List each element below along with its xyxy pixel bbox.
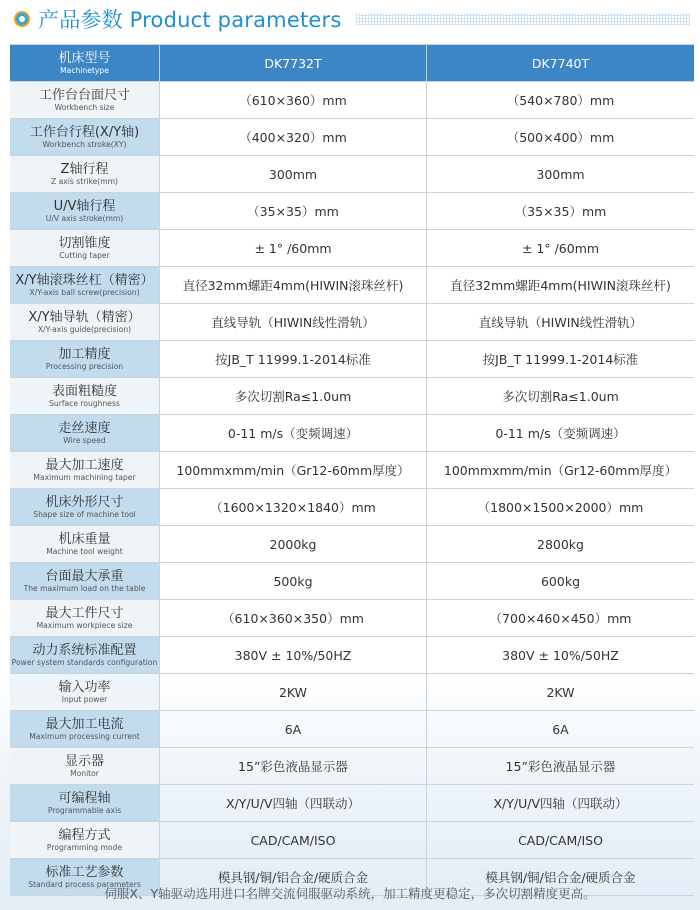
table-row — [10, 526, 694, 563]
row-label-cell — [10, 600, 160, 636]
row-label-cell — [10, 156, 160, 192]
table-row — [10, 304, 694, 341]
header-model-2: DK7740T — [427, 45, 694, 81]
table-header-row — [10, 45, 694, 82]
row-label-cn: 输入功率 — [58, 679, 111, 695]
row-label-cell — [10, 82, 160, 118]
row-label-cn: 动力系统标准配置 — [32, 642, 137, 658]
row-value-dk7732t: 2KW — [160, 674, 427, 710]
row-value-dk7732t: ± 1° /60mm — [160, 230, 427, 266]
table-row — [10, 230, 694, 267]
row-label-cn: 最大加工速度 — [45, 457, 124, 473]
row-label-en: Wire speed — [63, 435, 106, 445]
row-label-cell — [10, 489, 160, 525]
section-header — [10, 4, 690, 34]
row-value-dk7740t: 按JB_T 11999.1-2014标准 — [482, 352, 639, 367]
table-row — [10, 119, 694, 156]
row-label-cn: Z轴行程 — [60, 161, 109, 177]
row-value-dk7732t: 500kg — [160, 563, 427, 599]
row-label-cn: 走丝速度 — [58, 420, 111, 436]
row-value-dk7740t: 100mmxmm/min（Gr12-60mm厚度） — [443, 463, 678, 478]
row-label-en: X/Y-axis ball screw(precision) — [29, 287, 140, 297]
header-label-cn: 机床型号 — [58, 50, 111, 66]
table-row — [10, 267, 694, 304]
header-model-1: DK7732T — [160, 45, 427, 81]
row-label-en: Z axis strike(mm) — [51, 176, 118, 186]
row-value-dk7732t: （400×320）mm — [160, 119, 427, 155]
row-label-cell — [10, 341, 160, 377]
row-value-dk7732t: 直径32mm螺距4mm(HIWIN滚珠丝杆) — [160, 267, 427, 303]
row-label-cell — [10, 230, 160, 266]
row-value-dk7732t: 15”彩色液晶显示器 — [160, 748, 427, 784]
row-label-en: Power system standards configuration — [11, 657, 158, 667]
row-label-cell — [10, 452, 160, 488]
row-value-dk7732t: 0-11 m/s（变频调速） — [160, 415, 427, 451]
row-label-cell — [10, 563, 160, 599]
row-label-en: Workbench size — [54, 102, 115, 112]
row-value-dk7732t: 按JB_T 11999.1-2014标准 — [160, 341, 427, 377]
row-value-dk7732t: 300mm — [160, 156, 427, 192]
row-label-en: Input power — [61, 694, 108, 704]
row-value-dk7740t: 2KW — [546, 684, 575, 700]
page-title: 产品参数 Product parameters — [38, 8, 342, 32]
header-dot-pattern — [356, 13, 691, 25]
row-label-cell — [10, 526, 160, 562]
row-label-cn: X/Y轴滚珠丝杠（精密） — [15, 272, 154, 288]
row-label-cn: 最大工件尺寸 — [45, 605, 124, 621]
row-label-en: X/Y-axis guide(precision) — [37, 324, 132, 334]
row-label-cell — [10, 193, 160, 229]
row-label-en: Standard process parameters — [28, 879, 141, 889]
table-row — [10, 563, 694, 600]
row-label-cn: U/V轴行程 — [53, 198, 116, 214]
table-row — [10, 674, 694, 711]
table-row — [10, 378, 694, 415]
row-label-cn: 切割锥度 — [58, 235, 111, 251]
row-label-cn: 可编程轴 — [58, 790, 111, 806]
row-label-en: The maximum load on the table — [23, 583, 146, 593]
row-label-en: U/V axis stroke(mm) — [45, 213, 124, 223]
row-value-dk7732t: 多次切割Ra≤1.0um — [160, 378, 427, 414]
row-label-cell — [10, 674, 160, 710]
row-label-cell — [10, 785, 160, 821]
row-value-dk7740t: 多次切割Ra≤1.0um — [502, 389, 619, 404]
row-label-cn: 表面粗糙度 — [51, 383, 117, 399]
row-value-dk7740t: ± 1° /60mm — [521, 240, 600, 256]
row-label-cn: 机床重量 — [58, 531, 111, 547]
row-value-dk7740t: （1800×1500×2000）mm — [477, 500, 644, 515]
row-label-en: Machine tool weight — [46, 546, 123, 556]
table-row — [10, 415, 694, 452]
row-value-dk7732t: （35×35）mm — [160, 193, 427, 229]
row-value-dk7740t: （500×400）mm — [506, 130, 615, 145]
table-row — [10, 822, 694, 859]
row-label-cn: 最大加工电流 — [45, 716, 124, 732]
row-value-dk7732t: 2000kg — [160, 526, 427, 562]
row-value-dk7740t: 380V ± 10%/50HZ — [502, 647, 619, 663]
row-value-dk7732t: X/Y/U/V四轴（四联动） — [160, 785, 427, 821]
table-row — [10, 711, 694, 748]
row-label-cell — [10, 415, 160, 451]
row-label-cell — [10, 822, 160, 858]
row-label-en: Programming mode — [46, 842, 123, 852]
row-value-dk7740t: 0-11 m/s（变频调速） — [495, 426, 626, 441]
row-label-cell — [10, 267, 160, 303]
parameters-table — [10, 44, 694, 896]
table-row — [10, 489, 694, 526]
row-value-dk7740t: （35×35）mm — [514, 204, 607, 219]
row-label-cell — [10, 378, 160, 414]
row-value-dk7732t: 模具钢/铜/铝合金/硬质合金 — [160, 859, 427, 895]
row-label-en: Processing precision — [45, 361, 124, 371]
row-label-cell — [10, 711, 160, 747]
row-label-cn: 工作台台面尺寸 — [38, 87, 130, 103]
row-label-en: Workbench stroke(XY) — [42, 139, 127, 149]
table-row — [10, 785, 694, 822]
row-value-dk7732t: （610×360×350）mm — [160, 600, 427, 636]
table-row — [10, 748, 694, 785]
row-label-en: Monitor — [70, 768, 99, 778]
row-label-en: Maximum processing current — [29, 731, 140, 741]
bullet-circle-icon — [14, 11, 30, 27]
row-label-en: Maximum workpiece size — [36, 620, 133, 630]
row-label-cn: 加工精度 — [58, 346, 111, 362]
row-label-en: Cutting taper — [59, 250, 110, 260]
row-value-dk7740t: 直径32mm螺距4mm(HIWIN滚珠丝杆) — [450, 278, 671, 293]
row-label-en: Shape size of machine tool — [33, 509, 136, 519]
row-label-cn: 台面最大承重 — [45, 568, 124, 584]
row-value-dk7740t: （540×780）mm — [506, 93, 615, 108]
row-label-cell — [10, 119, 160, 155]
row-value-dk7732t: 6A — [160, 711, 427, 747]
table-row — [10, 156, 694, 193]
row-label-cell — [10, 637, 160, 673]
row-label-cn: 标准工艺参数 — [45, 864, 124, 880]
row-label-cell — [10, 304, 160, 340]
table-row — [10, 82, 694, 119]
row-label-cn: 显示器 — [64, 753, 104, 769]
footnote: 伺服X、Y轴驱动选用进口名牌交流伺服驱动系统，加工精度更稳定，多次切割精度更高。 — [104, 886, 596, 901]
row-label-cn: 工作台行程(X/Y轴) — [29, 124, 140, 140]
row-label-en: Surface roughness — [49, 398, 120, 408]
row-value-dk7740t: 600kg — [540, 573, 581, 589]
header-label-cell — [10, 45, 160, 81]
row-value-dk7740t: 2800kg — [537, 536, 584, 552]
row-value-dk7740t: 300mm — [536, 166, 585, 182]
row-value-dk7740t: CAD/CAM/ISO — [518, 832, 603, 848]
header-label-en: Machinetype — [60, 65, 109, 75]
row-value-dk7732t: （1600×1320×1840）mm — [160, 489, 427, 525]
row-value-dk7732t: 直线导轨（HIWIN线性滑轨） — [160, 304, 427, 340]
row-value-dk7732t: CAD/CAM/ISO — [160, 822, 427, 858]
table-row — [10, 637, 694, 674]
row-value-dk7740t: X/Y/U/V四轴（四联动） — [493, 796, 628, 811]
row-value-dk7740t: 直线导轨（HIWIN线性滑轨） — [478, 315, 643, 330]
table-row — [10, 341, 694, 378]
row-label-en: Programmable axis — [47, 805, 122, 815]
row-value-dk7740t: 模具钢/铜/铝合金/硬质合金 — [485, 870, 636, 885]
table-row — [10, 452, 694, 489]
row-value-dk7732t: （610×360）mm — [160, 82, 427, 118]
row-value-dk7732t: 100mmxmm/min（Gr12-60mm厚度） — [160, 452, 427, 488]
row-label-cn: 机床外形尺寸 — [45, 494, 124, 510]
row-value-dk7732t: 380V ± 10%/50HZ — [160, 637, 427, 673]
row-value-dk7740t: （700×460×450）mm — [489, 611, 632, 626]
row-label-cell — [10, 748, 160, 784]
row-label-cn: X/Y轴导轨（精密） — [28, 309, 141, 325]
row-label-cn: 编程方式 — [58, 827, 111, 843]
row-label-en: Maximum machining taper — [33, 472, 136, 482]
table-row — [10, 600, 694, 637]
table-row — [10, 193, 694, 230]
row-value-dk7740t: 15”彩色液晶显示器 — [505, 759, 616, 774]
row-value-dk7740t: 6A — [552, 721, 569, 737]
